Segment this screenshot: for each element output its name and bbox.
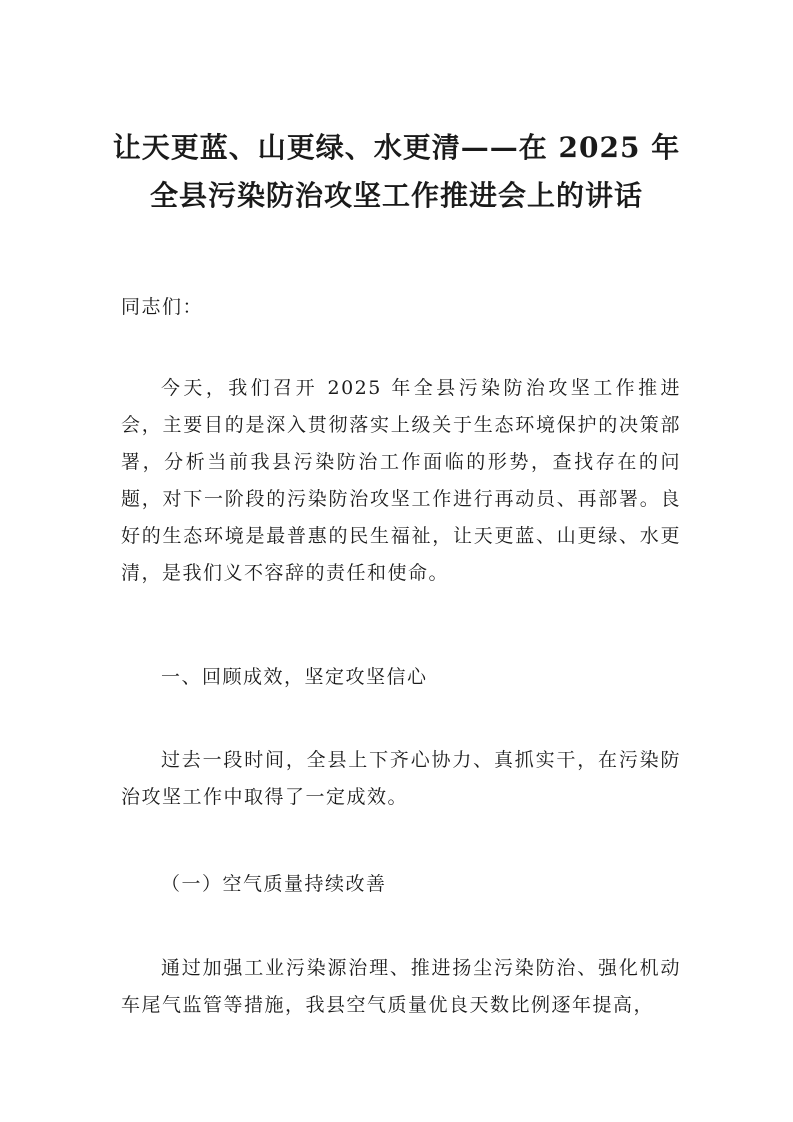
section-heading-1: 一、回顾成效，坚定攻坚信心 — [161, 666, 428, 688]
title-line-2: 全县污染防治攻坚工作推进会上的讲话 — [149, 179, 643, 212]
document-title — [100, 124, 693, 220]
paragraph-air-quality: 通过加强工业污染源治理、推进扬尘污染防治、强化机动车尾气监管等措施，我县空气质量优良天数比例逐年提高， — [121, 957, 681, 1016]
paragraph-intro: 今天，我们召开 2025 年全县污染防治攻坚工作推进会，主要目的是深入贯彻落实上级关于生态环境保护的决策部署，分析当前我县污染防治工作面临的形势，查找存在的问题，对下一阶段的污染防治攻坚工作进行再动员、再部署。良好的生态环境是最普惠的民生福祉，让天更蓝、山更绿、水更清，是我们义不容辞的责任和使命。 — [121, 377, 681, 584]
salutation: 同志们： — [121, 296, 204, 318]
paragraph-review: 过去一段时间，全县上下齐心协力、真抓实干，在污染防治攻坚工作中取得了一定成效。 — [121, 749, 681, 808]
subheading-air-quality: （一）空气质量持续改善 — [161, 873, 387, 895]
title-line-1: 让天更蓝、山更绿、水更清——在 2025 年 — [112, 131, 681, 164]
